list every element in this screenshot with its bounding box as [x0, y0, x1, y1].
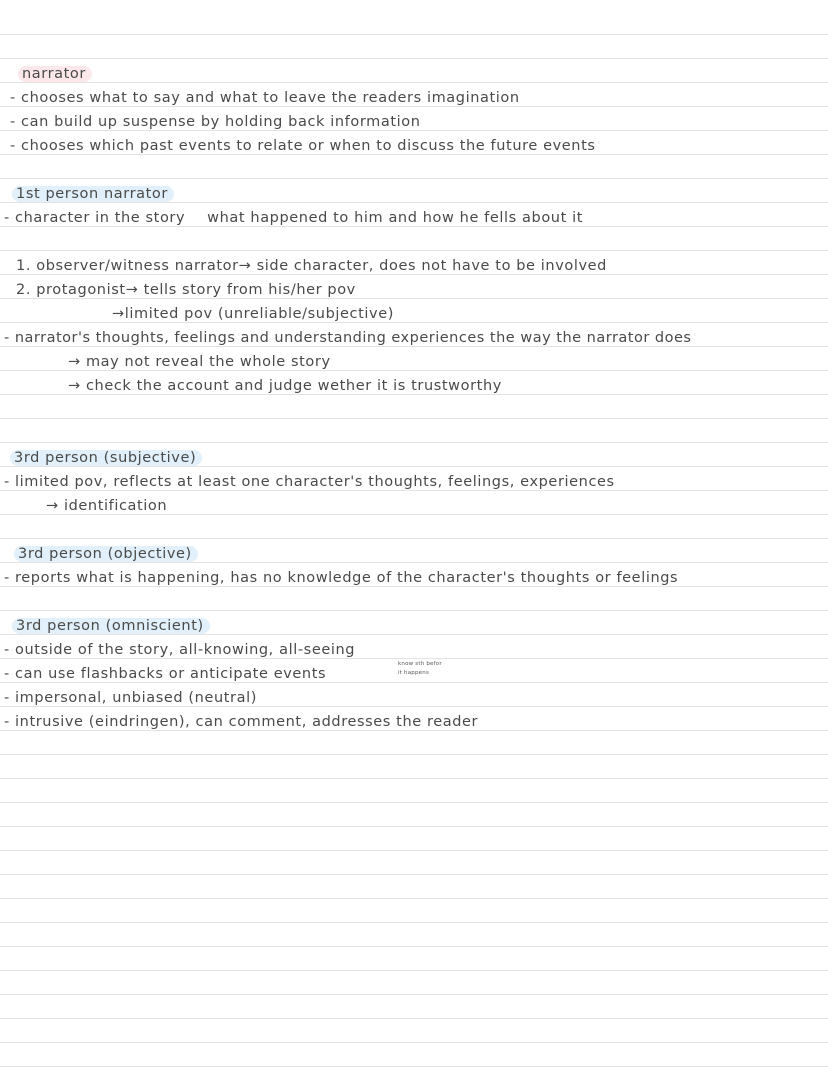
- note-line: - chooses what to say and what to leave the readers imagination: [10, 90, 520, 106]
- list-item-observer: 1. observer/witness narrator→ side character, does not have to be involved: [16, 258, 607, 274]
- heading-third-omniscient-text: 3rd person (omniscient): [12, 618, 210, 634]
- heading-third-omniscient: [12, 616, 210, 636]
- heading-third-subjective: [10, 448, 202, 468]
- note-line: - reports what is happening, has no knowledge of the character's thoughts or feelings: [4, 570, 679, 586]
- side-note: it happens: [398, 670, 430, 676]
- character-line-b: what happened to him and how he fells about it: [207, 210, 583, 226]
- sub-note: → check the account and judge wether it is trustworthy: [68, 378, 502, 394]
- heading-third-subjective-text: 3rd person (subjective): [10, 450, 202, 466]
- heading-third-objective: [14, 544, 198, 564]
- note-line-thoughts: - narrator's thoughts, feelings and understanding experiences the way the narrator does: [4, 330, 692, 346]
- character-line-a: - character in the story: [4, 210, 186, 226]
- note-line: - chooses which past events to relate or when to discuss the future events: [10, 138, 596, 154]
- sub-note: → may not reveal the whole story: [68, 354, 331, 370]
- note-line: - limited pov, reflects at least one character's thoughts, feelings, experiences: [4, 474, 615, 490]
- heading-narrator: [18, 64, 92, 84]
- note-line-limited-pov: →limited pov (unreliable/subjective): [112, 306, 394, 322]
- heading-first-person-text: 1st person narrator: [12, 186, 174, 202]
- list-item-protagonist: 2. protagonist→ tells story from his/her pov: [16, 282, 356, 298]
- note-line: - outside of the story, all-knowing, all-seeing: [4, 642, 356, 658]
- heading-third-objective-text: 3rd person (objective): [14, 546, 198, 562]
- heading-narrator-text: narrator: [18, 66, 92, 82]
- note-line: - intrusive (eindringen), can comment, addresses the reader: [4, 714, 479, 730]
- side-note: know sth befor: [398, 661, 442, 667]
- heading-first-person: [12, 184, 174, 204]
- sub-note: → identification: [46, 498, 168, 514]
- note-line: - can build up suspense by holding back information: [10, 114, 421, 130]
- note-line-character: [4, 208, 583, 228]
- note-line: - can use flashbacks or anticipate events: [4, 666, 327, 682]
- note-line: - impersonal, unbiased (neutral): [4, 690, 257, 706]
